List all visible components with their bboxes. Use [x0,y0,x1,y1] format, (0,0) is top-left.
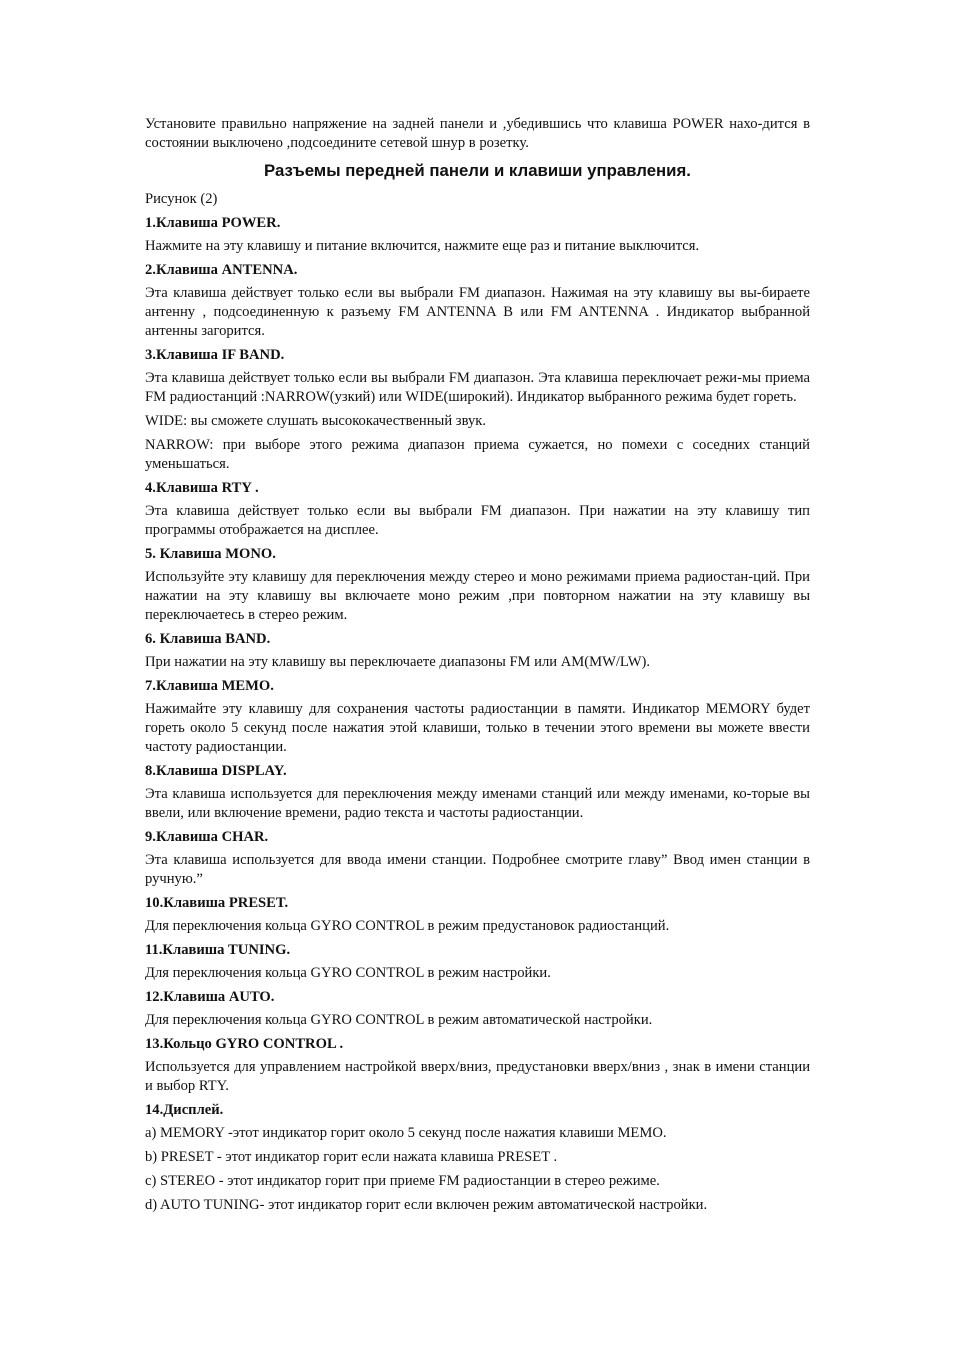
section-heading: 7.Клавиша MEMO. [145,678,274,694]
section-paragraph: b) PRESET - этот индикатор горит если нажата клавиша PRESET . [145,1149,558,1165]
section-heading: 6. Клавиша BAND. [145,631,271,647]
section-heading: 3.Клавиша IF BAND. [145,347,285,363]
section-heading: 14.Дисплей. [145,1102,224,1118]
section-paragraph: Используйте эту клавишу для переключения между стерео и моно режимами приема радиостан-ций. При нажатии на эту клавишу вы включаете моно режим ,при повторном нажатии на эту клавишу вы переключаетесь в стерео режим. [145,569,810,623]
figure-reference: Рисунок (2) [145,191,218,207]
section-heading: 2.Клавиша ANTENNA. [145,262,298,278]
section-paragraph: Для переключения кольца GYRO CONTROL в режим автоматической настройки. [145,1012,653,1028]
section-heading: 9.Клавиша CHAR. [145,829,269,845]
section-heading: 10.Клавиша PRESET. [145,895,289,911]
section-paragraph: Нажмите на эту клавишу и питание включится, нажмите еще раз и питание выключится. [145,238,700,254]
section-paragraph: Для переключения кольца GYRO CONTROL в режим предустановок радиостанций. [145,918,670,934]
section-paragraph: Нажимайте эту клавишу для сохранения частоты радиостанции в памяти. Индикатор MEMORY будет гореть около 5 секунд после нажатия этой клавиши, только в течении этого времени вы можете ввести частоту радиостанции. [145,701,810,755]
intro-paragraph: Установите правильно напряжение на задней панели и ,убедившись что клавиша POWER нахо-дится в состоянии выключено ,подсоедините сетевой шнур в розетку. [145,116,810,151]
section-paragraph: Эта клавиша используется для ввода имени станции. Подробнее смотрите главу” Ввод имен станции в ручную.” [145,852,810,887]
document-page [145,115,810,1220]
section-heading: 1.Клавиша POWER. [145,215,281,231]
page-title: Разъемы передней панели и клавиши управления. [264,161,691,180]
section-heading: 11.Клавиша TUNING. [145,942,291,958]
section-paragraph: Эта клавиша действует только если вы выбрали FM диапазон. Нажимая на эту клавишу вы вы-бираете антенну , подсоединенную к разъему FM ANTENNA B или FM ANTENNA . Индикатор выбранной антенны загорится. [145,285,810,339]
sections-container [145,214,810,1215]
section-paragraph: Используется для управлением настройкой вверх/вниз, предустановки вверх/вниз , знак в имени станции и выбор RTY. [145,1059,810,1094]
section-paragraph: Эта клавиша действует только если вы выбрали FM диапазон. При нажатии на эту клавишу тип программы отображается на дисплее. [145,503,810,538]
section-paragraph: Эта клавиша действует только если вы выбрали FM диапазон. Эта клавиша переключает режи-мы приема FM радиостанций :NARROW(узкий) или WIDE(широкий). Индикатор выбранного режима будет гореть. [145,370,810,405]
section-paragraph: NARROW: при выборе этого режима диапазон приема сужается, но помехи с соседних станций уменьшаться. [145,437,810,472]
section-heading: 12.Клавиша AUTO. [145,989,275,1005]
section-paragraph: a) MEMORY -этот индикатор горит около 5 секунд после нажатия клавиши MEMO. [145,1125,667,1141]
section-heading: 5. Клавиша MONO. [145,546,276,562]
section-heading: 8.Клавиша DISPLAY. [145,763,287,779]
section-heading: 13.Кольцо GYRO CONTROL . [145,1036,344,1052]
section-paragraph: Для переключения кольца GYRO CONTROL в режим настройки. [145,965,551,981]
section-paragraph: c) STEREO - этот индикатор горит при приеме FM радиостанции в стерео режиме. [145,1173,660,1189]
section-paragraph: d) AUTO TUNING- этот индикатор горит если включен режим автоматической настройки. [145,1197,708,1213]
section-paragraph: WIDE: вы сможете слушать высококачественный звук. [145,413,486,429]
section-paragraph: Эта клавиша используется для переключения между именами станций или между именами, ко-торые вы ввели, или включение времени, радио текста и частоты радиостанции. [145,786,810,821]
section-paragraph: При нажатии на эту клавишу вы переключаете диапазоны FM или AM(MW/LW). [145,654,651,670]
section-heading: 4.Клавиша RTY . [145,480,259,496]
